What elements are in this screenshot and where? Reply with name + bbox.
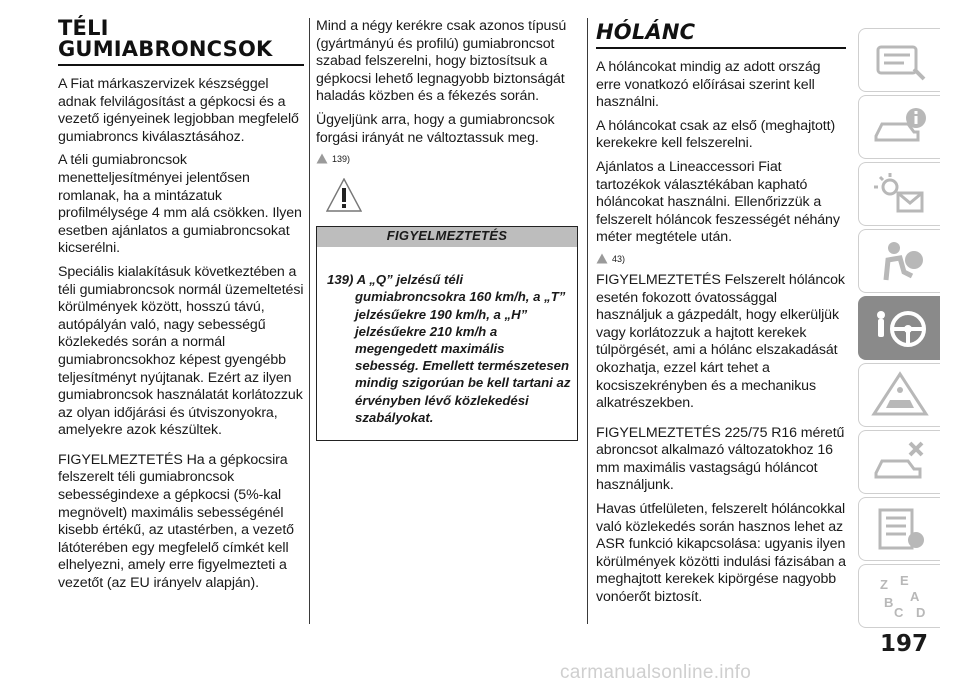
paragraph: A Fiat márkaszervizek készséggel adnak felvilágosítást a gépkocsi és a vezető igényeinek legjobban megfelelő gumiabroncs kiválasztásához. xyxy=(58,76,299,145)
tab-starting-driving[interactable] xyxy=(858,296,940,360)
airbag-safety-icon xyxy=(870,236,930,286)
paragraph: Ügyeljünk arra, hogy a gumiabroncsok forgási irányát ne változtassuk meg. xyxy=(316,111,555,146)
column-divider xyxy=(309,18,310,624)
reference-number: 139) xyxy=(332,154,351,165)
warning-triangle-icon xyxy=(316,153,328,164)
tab-in-emergency[interactable] xyxy=(858,363,940,427)
warning-header: FIGYELMEZTETÉS xyxy=(317,227,577,247)
svg-text:D: D xyxy=(915,605,925,620)
watermark: carmanualsonline.info xyxy=(560,662,752,683)
paragraph-warning-label: FIGYELMEZTETÉS Felszerelt hóláncok esetén fokozott óvatossággal használjuk a gázpedált, hogy elkerüljük vagy korlátozzuk a hajtott kerekek túlpörgését, ami a hólánc elszakadását okozhatja, ezzel kárt tehet a kocsiszekrényben és a mechanikus alkatrészekben. xyxy=(596,271,845,412)
technical-data-icon xyxy=(870,504,930,554)
paragraph: Ajánlatos a Lineaccessori Fiat tartozékok választékában kapható hóláncokat használni. Ellenőrizzük a felszerelt hóláncok feszességét néhány méter megtétele után. xyxy=(596,158,840,246)
section-title-winter-tyres xyxy=(58,18,304,66)
column-snow-chains xyxy=(596,18,846,613)
page-number: 197 xyxy=(880,631,929,657)
svg-text:B: B xyxy=(883,595,893,610)
alphabetical-index-icon xyxy=(870,571,930,621)
warning-triangle-icon xyxy=(596,253,608,264)
warning-text: 139) A „Q” jelzésű téli gumiabroncsokra 160 km/h, a „T” jelzésűekre 190 km/h, a „H” jelzésűekre 210 km/h a megengedett maximális sebesség. Emellett természetesen mindig szigorúan be kell tartani az érvényben lévő közlekedési szabályokat. xyxy=(327,272,571,425)
paragraph: A hóláncokat mindig az adott ország erre vonatkozó előírásai szerint kell használni. xyxy=(596,59,821,111)
warning-body xyxy=(317,247,577,440)
svg-text:E: E xyxy=(899,573,909,588)
svg-text:C: C xyxy=(893,605,903,620)
tab-car-dashboard[interactable] xyxy=(858,28,940,92)
column-winter-tyres xyxy=(58,18,304,599)
car-service-icon xyxy=(870,437,930,487)
warning-triangle-icon xyxy=(326,178,362,212)
tab-car-info[interactable] xyxy=(858,95,940,159)
paragraph-warning-label: FIGYELMEZTETÉS Ha a gépkocsira felszerelt téli gumiabroncsok sebességindexe a gépkocsi (5%-kal megnövelt) maximális sebességénél kisebb értékű, az utastérben, a vezető látóterében egy megfelelő címkét kell elhelyezni, amely erre figyelmezteti a vezetőt (az EU irányelv alapján). xyxy=(58,451,294,592)
reference-number: 43) xyxy=(612,253,626,264)
paragraph: A téli gumiabroncsok menetteljesítményei jelentősen romlanak, ha a mintázatuk profilmélysége 4 mm alá csökken. Ilyen esetben ajánlatos a gumiabroncsokat kicserélni. xyxy=(58,152,302,257)
title-line-2: GUMIABRONCSOK xyxy=(58,37,273,61)
paragraph-warning-label: FIGYELMEZTETÉS 225/75 R16 méretű abroncsot alkalmazó változatokhoz 16 mm maximális vastagságú hóláncot használjunk. xyxy=(596,424,845,494)
warning-box xyxy=(316,226,578,441)
title-line-1: TÉLI xyxy=(58,16,109,40)
steering-key-icon xyxy=(870,303,930,353)
paragraph: Speciális kialakításuk következtében a téli gumiabroncsok normál üzemeltetési körülmények között, hosszú távú, autópályán való, nagy sebességű közlekedés során a normál gumiabroncsokhoz képest gyengébb teljesítményt nyújtanak. Ezért az ilyen gumiabroncsok használatát korlátozzuk az olyan időjárási és útviszonyokra, amelyekre azok készültek. xyxy=(58,263,304,439)
tab-index[interactable] xyxy=(858,564,940,628)
svg-text:A: A xyxy=(909,589,919,604)
tab-technical-data[interactable] xyxy=(858,497,940,561)
tab-airbag-safety[interactable] xyxy=(858,229,940,293)
tab-lights-warning[interactable] xyxy=(858,162,940,226)
paragraph: Mind a négy kerékre csak azonos típusú (gyártmányú és profilú) gumiabroncsot szabad felszerelni, hogy biztosítsuk a gépkocsi lehető legnagyobb biztonságát haladás közben és a fékezés során. xyxy=(316,18,567,105)
car-warning-icon xyxy=(870,370,930,420)
paragraph: Havas útfelületen, felszerelt hóláncokkal való közlekedés során hasznos lehet az ASR funkció kikapcsolása: ugyanis ilyen körülmények közötti indulási fázisában a meghajtott kerekek kipörgése nagyobb vonóerőt biztosít. xyxy=(596,501,846,606)
column-divider xyxy=(587,18,588,624)
tab-maintenance[interactable] xyxy=(858,430,940,494)
chapter-tabs xyxy=(858,28,940,631)
lights-warning-icon xyxy=(870,169,930,219)
svg-text:Z: Z xyxy=(879,577,888,592)
warning-icon-area xyxy=(316,172,578,218)
column-tyre-usage xyxy=(316,18,578,441)
warning-reference xyxy=(316,153,578,164)
car-dashboard-icon xyxy=(870,35,930,85)
warning-reference xyxy=(596,253,846,264)
car-info-icon xyxy=(870,102,930,152)
section-title-snow-chains: HÓLÁNC xyxy=(596,22,846,49)
paragraph: A hóláncokat csak az első (meghajtott) kerekekre kell felszerelni. xyxy=(596,117,836,152)
